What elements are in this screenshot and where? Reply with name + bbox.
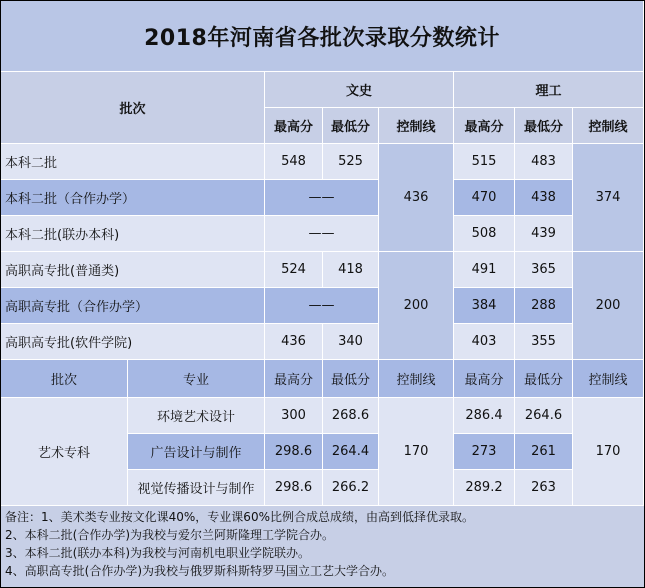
ligong-min: 438 [515, 180, 573, 216]
ligong-max: 273 [454, 434, 515, 470]
batch-name: 本科二批（合作办学） [1, 180, 265, 216]
gaozhi-ligong-control: 200 [573, 252, 644, 360]
art-wenshi-control-header: 控制线 [379, 360, 454, 398]
art-wenshi-min-header: 最低分 [323, 360, 379, 398]
batch-name: 本科二批(联办本科) [1, 216, 265, 252]
art-ligong-control: 170 [573, 398, 644, 506]
art-wenshi-control: 170 [379, 398, 454, 506]
wenshi-max: 298.6 [265, 470, 323, 506]
batch-name: 高职高专批(普通类) [1, 252, 265, 288]
ligong-max-header: 最高分 [454, 108, 515, 144]
batch-name: 本科二批 [1, 144, 265, 180]
notes-block [1, 506, 644, 587]
wenshi-max: 298.6 [265, 434, 323, 470]
note-line: 3、本科二批(联办本科)为我校与河南机电职业学院联办。 [5, 546, 311, 560]
batch-name: 高职高专批（合作办学） [1, 288, 265, 324]
art-major: 广告设计与制作 [128, 434, 265, 470]
ligong-min: 355 [515, 324, 573, 360]
wenshi-dash: —— [265, 180, 379, 216]
benke-wenshi-control: 436 [379, 144, 454, 252]
ligong-min: 261 [515, 434, 573, 470]
wenshi-min: 525 [323, 144, 379, 180]
wenshi-max: 548 [265, 144, 323, 180]
wenshi-min: 268.6 [323, 398, 379, 434]
wenshi-control-header: 控制线 [379, 108, 454, 144]
art-ligong-control-header: 控制线 [573, 360, 644, 398]
gaozhi-wenshi-control: 200 [379, 252, 454, 360]
wenshi-dash: —— [265, 216, 379, 252]
ligong-min: 483 [515, 144, 573, 180]
art-batch-name: 艺术专科 [1, 398, 128, 506]
ligong-min: 365 [515, 252, 573, 288]
ligong-min-header: 最低分 [515, 108, 573, 144]
ligong-max: 508 [454, 216, 515, 252]
wenshi-dash: —— [265, 288, 379, 324]
page-title: 2018年河南省各批次录取分数统计 [1, 1, 644, 72]
ligong-max: 515 [454, 144, 515, 180]
ligong-max: 384 [454, 288, 515, 324]
wenshi-max: 524 [265, 252, 323, 288]
ligong-max: 470 [454, 180, 515, 216]
score-table [1, 1, 644, 587]
ligong-header: 理工 [454, 72, 644, 108]
note-line: 2、本科二批(合作办学)为我校与爱尔兰阿斯隆理工学院合办。 [5, 528, 335, 542]
benke-ligong-control: 374 [573, 144, 644, 252]
wenshi-min-header: 最低分 [323, 108, 379, 144]
wenshi-min: 264.4 [323, 434, 379, 470]
ligong-min: 288 [515, 288, 573, 324]
art-major: 环境艺术设计 [128, 398, 265, 434]
ligong-max: 286.4 [454, 398, 515, 434]
wenshi-header: 文史 [265, 72, 454, 108]
wenshi-max: 436 [265, 324, 323, 360]
art-major-header: 专业 [128, 360, 265, 398]
art-batch-header: 批次 [1, 360, 128, 398]
art-ligong-max-header: 最高分 [454, 360, 515, 398]
art-wenshi-max-header: 最高分 [265, 360, 323, 398]
ligong-control-header: 控制线 [573, 108, 644, 144]
ligong-max: 403 [454, 324, 515, 360]
art-ligong-min-header: 最低分 [515, 360, 573, 398]
note-line: 备注：1、美术类专业按文化课40%，专业课60%比例合成总成绩，由高到低择优录取。 [5, 510, 474, 524]
wenshi-max-header: 最高分 [265, 108, 323, 144]
ligong-min: 439 [515, 216, 573, 252]
note-line: 4、高职高专批(合作办学)为我校与俄罗斯科斯特罗马国立工艺大学合办。 [5, 564, 395, 578]
ligong-max: 289.2 [454, 470, 515, 506]
ligong-min: 264.6 [515, 398, 573, 434]
wenshi-min: 340 [323, 324, 379, 360]
batch-name: 高职高专批(软件学院) [1, 324, 265, 360]
wenshi-min: 418 [323, 252, 379, 288]
ligong-max: 491 [454, 252, 515, 288]
ligong-min: 263 [515, 470, 573, 506]
wenshi-min: 266.2 [323, 470, 379, 506]
art-major: 视觉传播设计与制作 [128, 470, 265, 506]
wenshi-max: 300 [265, 398, 323, 434]
batch-header: 批次 [1, 72, 265, 144]
